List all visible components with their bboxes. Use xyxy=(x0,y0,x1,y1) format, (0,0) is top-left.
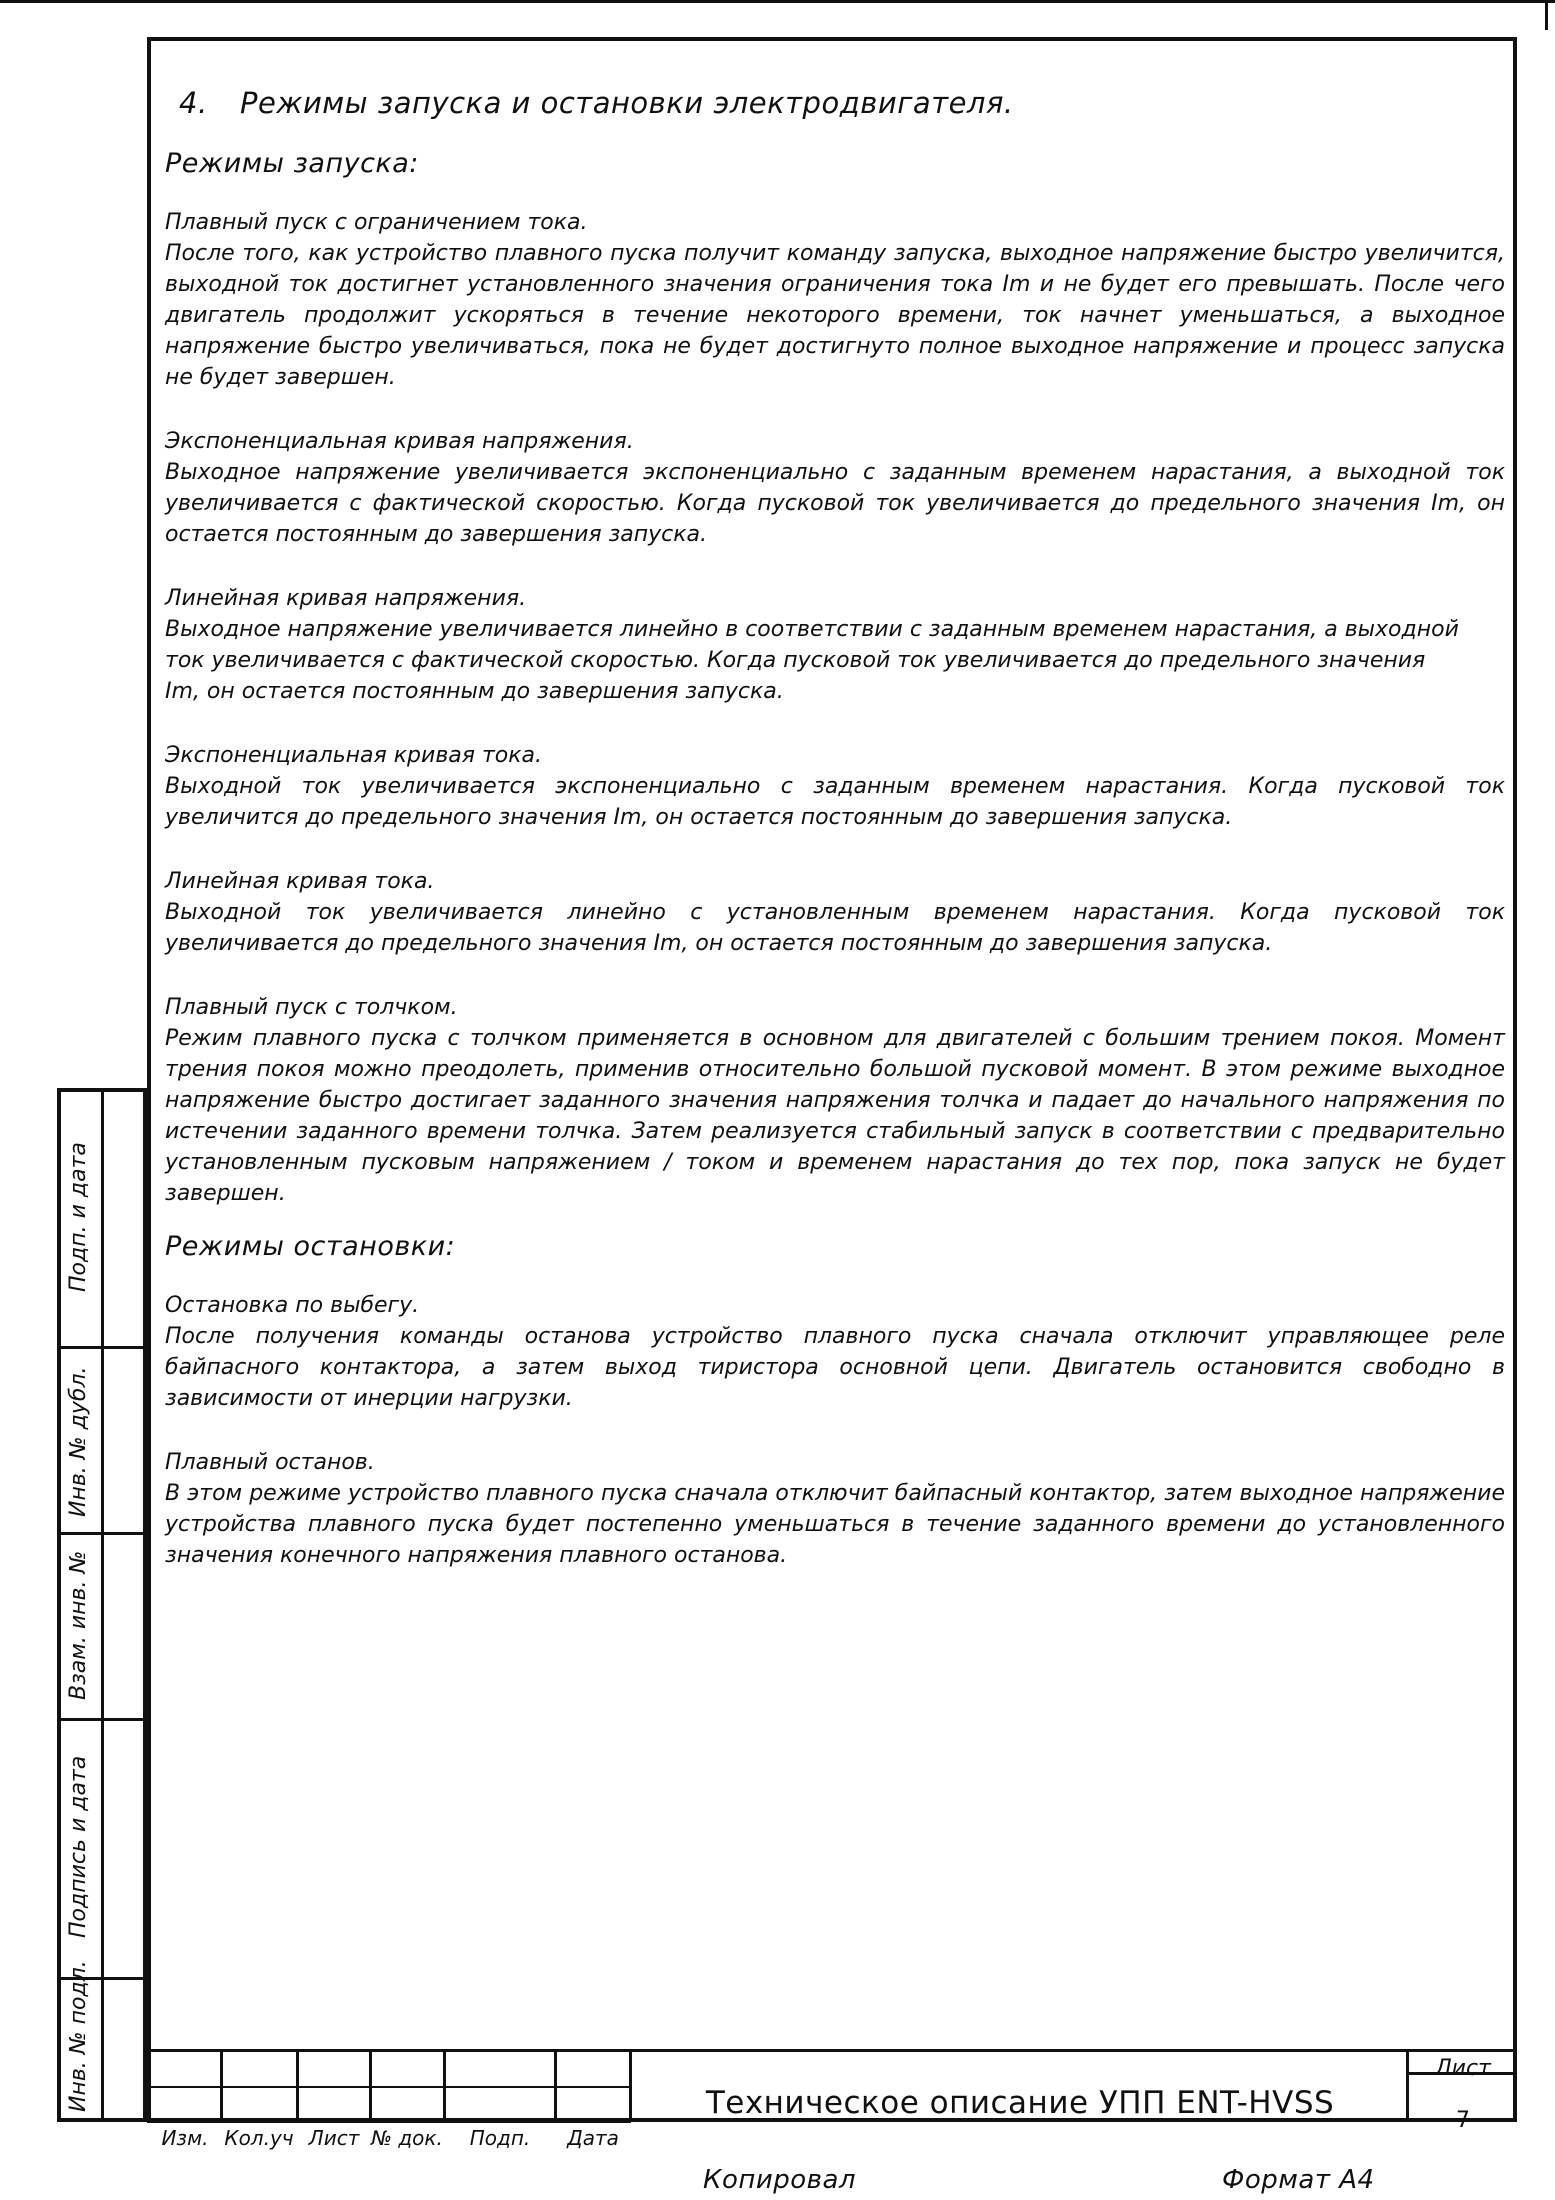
mode-description: Выходное напряжение увеличивается экспоненциально с заданным временем нарастания, а выходной ток увеличивается с фактической скоростью. Когда пусковой ток увеличивается до предельного значения Im, он остается постоянным до завершения запуска. xyxy=(165,460,1505,547)
sheet-label: Лист xyxy=(1435,2056,1491,2081)
stop-modes-heading: Режимы остановки: xyxy=(165,1231,456,1262)
top-border-line xyxy=(0,0,1555,3)
mode-description: После получения команды останова устройство плавного пуска сначала отключит управляющее реле байпасного контактора, а затем выход тиристора основной цепи. Двигатель остановится свободно в зависимости от инерции нагрузки. xyxy=(165,1324,1505,1411)
mode-linear-voltage xyxy=(165,583,1505,707)
tb-col-podp: Подп. xyxy=(469,2126,531,2150)
side-stamp-divider xyxy=(101,1088,104,2122)
footer-copied: Копировал xyxy=(703,2165,857,2195)
mode-exp-current xyxy=(165,740,1505,833)
mode-linear-current xyxy=(165,866,1505,959)
mode-title: Плавный пуск с толчком. xyxy=(165,995,458,1020)
tb-col-list: Лист xyxy=(308,2126,360,2150)
mode-title: Линейная кривая напряжения. xyxy=(165,586,527,611)
sheet-number: 7 xyxy=(1456,2108,1470,2133)
mode-description: Режим плавного пуска с толчком применяется в основном для двигателей с большим трением покоя. Момент трения покоя можно преодолеть, применив относительно большой пусковой момент. В этом режиме выходное напряжение быстро достигает заданного значения напряжения толчка и падает до начального напряжения по истечении заданного времени толчка. Затем реализуется стабильный запуск в соответствии с предварительно установленным пусковым напряжением / током и временем нарастания до тех пор, пока запуск не будет завершен. xyxy=(165,1026,1505,1206)
mode-title: Плавный останов. xyxy=(165,1450,375,1475)
mode-description: В этом режиме устройство плавного пуска сначала отключит байпасный контактор, затем выходное напряжение устройства плавного пуска будет постепенно уменьшаться в течение заданного времени до установленного значения конечного напряжения плавного останова. xyxy=(165,1481,1505,1568)
tb-top-line xyxy=(147,2049,1517,2052)
mode-description: Выходной ток увеличивается экспоненциально с заданным временем нарастания. Когда пусковой ток увеличится до предельного значения Im, он остается постоянным до завершения запуска. xyxy=(165,774,1505,830)
mode-description: Выходной ток увеличивается линейно с установленным временем нарастания. Когда пусковой ток увеличивается до предельного значения Im, он остается постоянным до завершения запуска. xyxy=(165,900,1505,956)
tb-col-line xyxy=(443,2049,446,2122)
mode-description: Выходное напряжение увеличивается линейно в соответствии с заданным временем нарастания, а выходной ток увеличивается с фактической скоростью. Когда пусковой ток увеличивается до предельного значения Im, он остается постоянным до завершения запуска. xyxy=(165,617,1459,704)
document-body xyxy=(165,86,1505,1604)
right-border-tick xyxy=(1545,0,1548,30)
mode-current-limit xyxy=(165,207,1505,393)
tb-col-doc-no: № док. xyxy=(371,2126,443,2150)
side-stamp-sep xyxy=(57,1532,147,1535)
side-label-inv-dup: Инв. № дубл. xyxy=(66,1366,91,1517)
tb-col-line xyxy=(296,2049,299,2122)
section-number: 4. xyxy=(179,86,208,120)
footer-format: Формат А4 xyxy=(1222,2165,1375,2195)
tb-col-izm: Изм. xyxy=(161,2126,209,2150)
section-title: Режимы запуска и остановки электродвигателя. xyxy=(240,86,1014,120)
mode-soft-stop xyxy=(165,1447,1505,1571)
document-title: Техническое описание УПП ENT-HVSS xyxy=(705,2085,1335,2121)
mode-title: Плавный пуск с ограничением тока. xyxy=(165,210,588,235)
start-modes-heading: Режимы запуска: xyxy=(165,148,419,179)
tb-col-line xyxy=(220,2049,223,2122)
mode-exp-voltage xyxy=(165,426,1505,550)
section-heading xyxy=(179,86,1505,120)
tb-col-kol-uch: Кол.уч xyxy=(224,2126,294,2150)
mode-coast-stop xyxy=(165,1290,1505,1414)
mode-kick-start xyxy=(165,992,1505,1209)
tb-col-line xyxy=(554,2049,557,2122)
mode-description: После того, как устройство плавного пуска получит команду запуска, выходное напряжение быстро увеличится, выходной ток достигнет установленного значения ограничения тока Im и не будет его превышать. После чего двигатель продолжит ускоряться в течение некоторого времени, ток начнет уменьшаться, а выходное напряжение быстро увеличиваться, пока не будет достигнуто полное выходное напряжение и процесс запуска не будет завершен. xyxy=(165,241,1505,390)
side-label-sign-date-2: Подпись и дата xyxy=(66,1755,91,1938)
side-label-inv-orig: Инв. № подл. xyxy=(66,1960,91,2112)
side-label-sign-date: Подп. и дата xyxy=(66,1142,91,1292)
tb-col-data: Дата xyxy=(567,2126,619,2150)
mode-title: Экспоненциальная кривая тока. xyxy=(165,743,543,768)
side-stamp-sep xyxy=(57,1718,147,1721)
mode-title: Экспоненциальная кривая напряжения. xyxy=(165,429,634,454)
side-label-vzam-inv: Взам. инв. № xyxy=(66,1550,91,1700)
mode-title: Линейная кривая тока. xyxy=(165,869,435,894)
mode-title: Остановка по выбегу. xyxy=(165,1293,420,1318)
tb-col-line xyxy=(369,2049,372,2122)
side-stamp-sep xyxy=(57,1346,147,1349)
